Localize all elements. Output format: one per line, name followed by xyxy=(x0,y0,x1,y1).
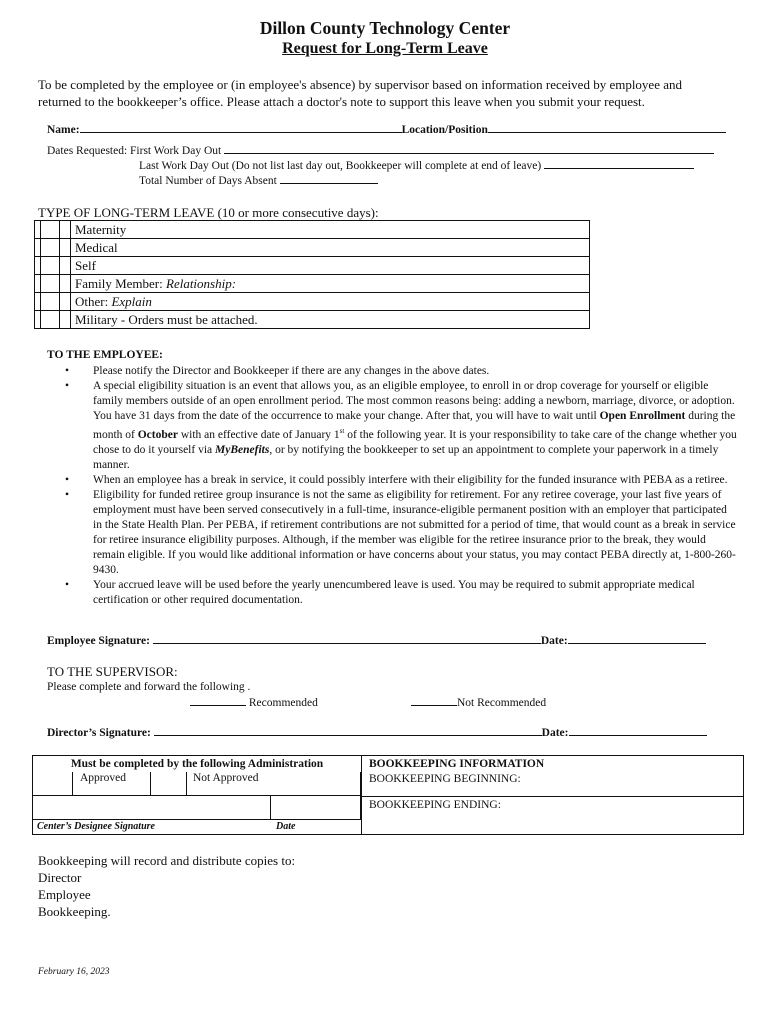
total-days-label: Total Number of Days Absent xyxy=(139,175,277,187)
employee-section-heading: TO THE EMPLOYEE: xyxy=(47,349,163,361)
bullet-text: A special eligibility situation is an event that allows you, as an eligible employee, to enroll in or drop coverage for yourself or eligible family members outside of an open enrollment period. The most common reasons being: adding a newborn, marriage, divorce, or adoption. You have 31 days from the date of the occurrence to make your change. After that, you will have to wait until xyxy=(93,380,735,422)
leave-gap-cell xyxy=(60,311,71,328)
leave-row-maternity xyxy=(35,221,589,238)
family-member-checkbox[interactable] xyxy=(41,275,60,292)
leave-label-military xyxy=(71,311,258,328)
bullet-text: during the month of xyxy=(93,410,736,441)
mybenefits-text: MyBenefits xyxy=(215,443,270,456)
intro-paragraph xyxy=(38,76,738,110)
leave-gap-cell xyxy=(60,239,71,256)
first-day-row xyxy=(47,143,714,157)
leave-label-text: Maternity xyxy=(75,222,127,237)
last-day-row xyxy=(139,158,694,172)
relationship-label: Relationship: xyxy=(166,276,237,291)
leave-row-family xyxy=(35,274,589,292)
designee-signature-label: Center’s Designee Signature xyxy=(37,821,155,832)
bullet-special-eligibility xyxy=(38,379,738,473)
administration-table xyxy=(32,755,744,835)
first-day-field[interactable] xyxy=(224,143,714,154)
leave-label-text: Self xyxy=(75,258,96,273)
last-day-field[interactable] xyxy=(544,158,694,169)
admin-divider xyxy=(361,756,362,834)
intro-line-2: returned to the bookkeeper’s office. Please attach a doctor's note to support this leave when you submit your request. xyxy=(38,94,645,109)
bullet-retiree-eligibility: • Eligibility for funded retiree group insurance is not the same as eligibility for retirement. For any retiree coverage, your last five years of employment must have been served consecutively in a full-time, insurance-eligible permanent position with an employer that participated in the State Health Plan. Per PEBA, if retirement contributions are not submitted for a period of time, that would count as a break in service for retiree insurance eligibility purposes. Although, if the member was eligible for the retiree insurance prior to the break, they would remain eligible. If you would like additional information or have concerns about your status, you may contact PEBA directly at, 1-800-260-9430. xyxy=(38,488,738,578)
bookkeeping-heading: BOOKKEEPING INFORMATION xyxy=(369,758,545,770)
leave-gap-cell xyxy=(60,293,71,310)
recommended-option xyxy=(190,695,318,709)
admin-heading: Must be completed by the following Administration xyxy=(70,758,324,770)
explain-label: Explain xyxy=(111,294,152,309)
bullet-break-in-service: • When an employee has a break in service, it could possibly interfere with their eligibility for the funded insurance with PEBA as a retiree. xyxy=(38,473,738,488)
approved-label: Approved xyxy=(73,772,151,796)
leave-label-text: Military - Orders must be attached. xyxy=(75,312,258,327)
intro-line-1: To be completed by the employee or (in employee's absence) by supervisor based on information received by employee and xyxy=(38,77,682,92)
not-recommended-field[interactable] xyxy=(411,695,457,706)
ordinal-suffix: st xyxy=(339,427,345,435)
other-checkbox[interactable] xyxy=(41,293,60,310)
employee-bullets xyxy=(38,364,738,608)
leave-type-table xyxy=(34,220,590,329)
leave-gap-cell xyxy=(60,221,71,238)
leave-label-maternity xyxy=(71,221,126,238)
maternity-checkbox[interactable] xyxy=(41,221,60,238)
form-subtitle xyxy=(0,40,770,58)
distribution-block xyxy=(38,852,295,920)
employee-signature-label: Employee Signature: xyxy=(47,635,150,647)
distribution-intro: Bookkeeping will record and distribute copies to: xyxy=(38,853,296,868)
bookkeeping-beginning-label: BOOKKEEPING BEGINNING: xyxy=(369,773,521,785)
location-label: Location/Position xyxy=(401,124,488,136)
leave-row-other xyxy=(35,292,589,310)
distribution-employee: Employee xyxy=(38,887,91,902)
director-signature-label: Director’s Signature: xyxy=(47,727,151,739)
designee-date-field[interactable] xyxy=(271,796,361,820)
not-recommended-option xyxy=(411,695,546,709)
supervisor-instruction: Please complete and forward the following . xyxy=(47,681,251,693)
bullet-text: , or by notifying the bookkeeper to set up an appointment to complete your paperwork in a timely manner. xyxy=(93,443,719,471)
name-location-row xyxy=(47,122,747,136)
leave-label-medical xyxy=(71,239,118,256)
leave-type-heading: TYPE OF LONG-TERM LEAVE (10 or more consecutive days): xyxy=(38,205,379,220)
director-signature-field[interactable] xyxy=(154,725,542,736)
bullet-accrued-leave: • Your accrued leave will be used before the yearly unencumbered leave is used. You may be required to submit appropriate medical certification or other required documentation. xyxy=(38,578,738,608)
leave-label-text: Medical xyxy=(75,240,118,255)
employee-date-label: Date: xyxy=(540,635,568,647)
first-day-label: Dates Requested: First Work Day Out xyxy=(47,145,222,157)
bookkeeping-ending-label: BOOKKEEPING ENDING: xyxy=(369,799,501,811)
employee-date-field[interactable] xyxy=(568,633,706,644)
last-day-label: Last Work Day Out (Do not list last day out, Bookkeeper will complete at end of leave) xyxy=(139,160,542,172)
leave-label-self xyxy=(71,257,96,274)
employee-signature-row xyxy=(47,633,706,647)
october-text: October xyxy=(137,428,178,441)
leave-label-family xyxy=(71,275,236,292)
leave-gap-cell xyxy=(60,275,71,292)
designee-signature-field[interactable] xyxy=(33,796,271,820)
open-enrollment-text: Open Enrollment xyxy=(599,410,686,422)
bullet-text: with an effective date of January 1 xyxy=(177,428,340,441)
bullet-notify: • Please notify the Director and Bookkeeper if there are any changes in the above dates. xyxy=(38,364,738,379)
form-subtitle-text: Request for Long-Term Leave xyxy=(282,40,488,57)
name-field[interactable] xyxy=(80,122,402,133)
bullet-text: of the following year. It is your responsibility to take care of the change whether you chose to do it yourself via xyxy=(93,428,737,456)
bookkeeping-divider xyxy=(361,796,743,797)
director-date-field[interactable] xyxy=(569,725,707,736)
recommended-field[interactable] xyxy=(190,695,246,706)
not-approved-checkbox[interactable] xyxy=(151,772,187,796)
medical-checkbox[interactable] xyxy=(41,239,60,256)
director-signature-row xyxy=(47,725,707,739)
leave-label-text: Other: xyxy=(75,294,112,309)
leave-gap-cell xyxy=(60,257,71,274)
director-date-label: Date: xyxy=(541,727,569,739)
designee-date-label: Date xyxy=(276,821,296,832)
leave-label-other xyxy=(71,293,152,310)
approved-checkbox[interactable] xyxy=(33,772,73,796)
footer-date: February 16, 2023 xyxy=(38,967,110,977)
leave-label-text: Family Member: xyxy=(75,276,166,291)
leave-row-medical xyxy=(35,238,589,256)
leave-row-military xyxy=(35,310,589,328)
distribution-director: Director xyxy=(38,870,82,885)
military-checkbox[interactable] xyxy=(41,311,60,328)
total-days-row xyxy=(139,173,378,187)
self-checkbox[interactable] xyxy=(41,257,60,274)
location-field[interactable] xyxy=(488,122,726,133)
form-title: Dillon County Technology Center xyxy=(259,18,511,38)
recommended-label: Recommended xyxy=(246,697,318,709)
not-recommended-label: Not Recommended xyxy=(457,697,547,709)
employee-signature-field[interactable] xyxy=(153,633,541,644)
supervisor-heading: TO THE SUPERVISOR: xyxy=(47,664,178,679)
leave-row-self xyxy=(35,256,589,274)
not-approved-label: Not Approved xyxy=(187,772,361,796)
name-label: Name: xyxy=(47,124,80,136)
distribution-bookkeeping: Bookkeeping. xyxy=(38,904,111,919)
total-days-field[interactable] xyxy=(280,173,378,184)
